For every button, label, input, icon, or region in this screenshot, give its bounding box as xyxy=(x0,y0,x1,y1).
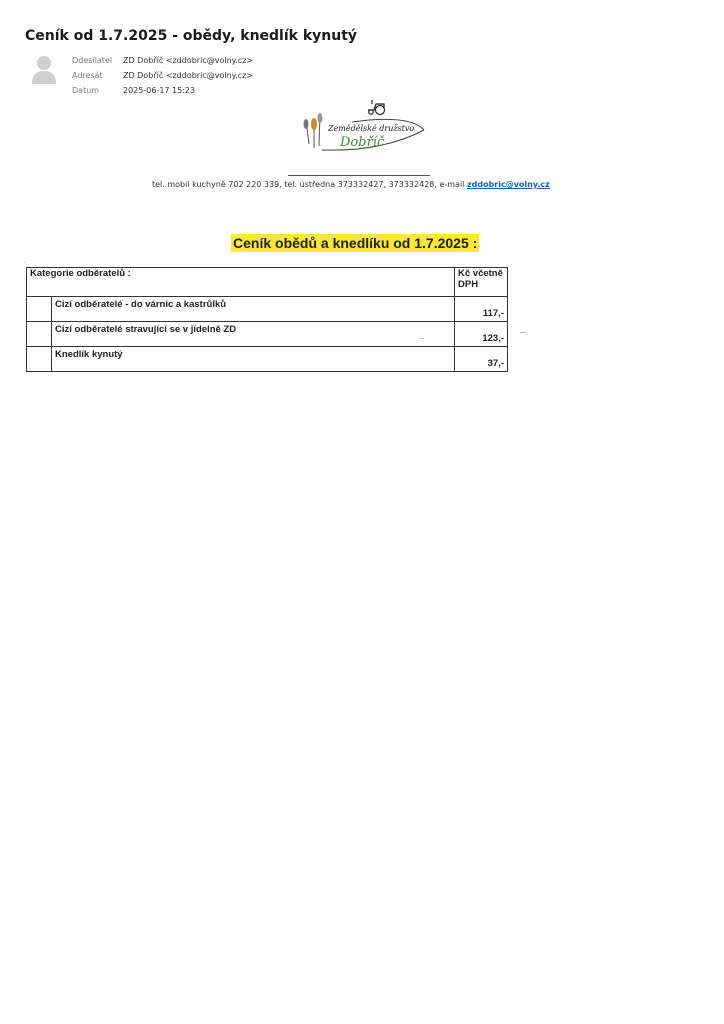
row-price: 117,- xyxy=(455,297,508,322)
row-price: 123,- xyxy=(455,322,508,347)
logo-graphic xyxy=(292,100,432,160)
header-price: Kč včetně DPH xyxy=(455,268,508,297)
logo-line-2: Dobříč xyxy=(340,135,385,150)
contact-email-link[interactable]: zddobric@volny.cz xyxy=(466,180,550,189)
scan-speck xyxy=(24,262,25,263)
sender-value: ZD Dobříč <zddobric@volny.cz> xyxy=(123,56,254,65)
contact-line xyxy=(152,180,550,189)
table-row xyxy=(27,347,508,372)
recipient-value: ZD Dobříč <zddobric@volny.cz> xyxy=(123,71,254,80)
meta-row-date xyxy=(72,83,253,98)
company-logo xyxy=(292,100,432,160)
row-label: Cizí odběratelé - do várnic a kastrůlků xyxy=(52,297,455,322)
sender-avatar xyxy=(30,54,58,84)
row-label: Cizí odběratelé stravující se v jídelně ZD xyxy=(52,322,455,347)
scan-speck xyxy=(520,332,526,333)
row-marker-cell xyxy=(27,347,52,372)
header-category: Kategorie odběratelů : xyxy=(27,268,455,297)
scan-speck xyxy=(420,338,424,339)
row-label: Knedlík kynutý xyxy=(52,347,455,372)
price-table xyxy=(26,267,508,372)
tractor-icon xyxy=(368,100,385,115)
logo-divider xyxy=(288,175,430,176)
meta-row-recipient xyxy=(72,68,253,83)
row-marker-cell xyxy=(27,322,52,347)
meta-row-sender xyxy=(72,53,253,68)
row-marker-cell xyxy=(27,297,52,322)
table-header-row xyxy=(27,268,508,297)
wheat-icon xyxy=(304,113,323,148)
email-subject: Ceník od 1.7.2025 - obědy, knedlík kynutý xyxy=(25,28,358,44)
recipient-label: Adresát xyxy=(72,71,103,80)
email-meta xyxy=(72,53,253,98)
row-price: 37,- xyxy=(455,347,508,372)
date-label: Datum xyxy=(72,86,100,95)
sender-label: Odesílatel xyxy=(72,56,113,65)
contact-text: tel. mobil kuchyně 702 220 339, tel. ústředna 373332427, 373332428, e-mail xyxy=(152,180,467,189)
logo-line-1: Zemědělské družstvo xyxy=(328,124,415,133)
table-row xyxy=(27,322,508,347)
date-value: 2025-06-17 15:23 xyxy=(123,86,196,95)
table-row xyxy=(27,297,508,322)
user-icon xyxy=(30,54,58,84)
price-list-heading: Ceník obědů a knedlíku od 1.7.2025 : xyxy=(233,235,478,251)
